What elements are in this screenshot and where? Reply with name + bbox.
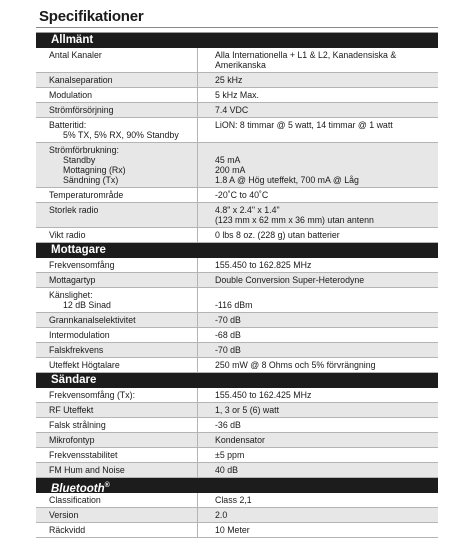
spec-label bbox=[36, 358, 198, 372]
spec-value bbox=[198, 313, 438, 327]
spec-value-line: Class 2,1 bbox=[215, 495, 252, 505]
spec-label-line: Räckvidd bbox=[49, 525, 86, 535]
spec-row-mikrofontyp bbox=[36, 433, 438, 448]
spec-value bbox=[198, 418, 438, 432]
spec-value-line: -70 dB bbox=[215, 345, 241, 355]
spec-label-line: Mottagartyp bbox=[49, 275, 96, 285]
spec-label-line: Modulation bbox=[49, 90, 93, 100]
spec-table bbox=[36, 32, 438, 538]
section-header-label: Mottagare bbox=[51, 244, 106, 256]
spec-label bbox=[36, 288, 198, 312]
spec-value-line bbox=[215, 290, 438, 300]
spec-value bbox=[198, 228, 438, 242]
spec-value bbox=[198, 203, 438, 227]
spec-value-line: 200 mA bbox=[215, 165, 246, 175]
section-header-mottagare bbox=[36, 243, 438, 258]
section-header-label: Sändare bbox=[51, 374, 97, 386]
spec-value-line: 250 mW @ 8 Ohms och 5% förvrängning bbox=[215, 360, 376, 370]
spec-label bbox=[36, 143, 198, 187]
spec-value-line: 0 lbs 8 oz. (228 g) utan batterier bbox=[215, 230, 340, 240]
spec-value bbox=[198, 328, 438, 342]
spec-row-grannkanalselektivitet bbox=[36, 313, 438, 328]
spec-row-stromforsorjning bbox=[36, 103, 438, 118]
spec-label-line: Kanalseparation bbox=[49, 75, 113, 85]
spec-row-intermodulation bbox=[36, 328, 438, 343]
spec-label bbox=[36, 203, 198, 227]
spec-row-frekvensomfang bbox=[36, 258, 438, 273]
spec-value bbox=[198, 403, 438, 417]
spec-label-line: Vikt radio bbox=[49, 230, 86, 240]
section-header-label: Bluetooth bbox=[51, 482, 105, 495]
spec-label-line: Intermodulation bbox=[49, 330, 110, 340]
spec-label-line: Mikrofontyp bbox=[49, 435, 95, 445]
spec-row-modulation bbox=[36, 88, 438, 103]
spec-value bbox=[198, 73, 438, 87]
spec-label bbox=[36, 448, 198, 462]
spec-value-line: -20˚C to 40˚C bbox=[215, 190, 269, 200]
title-divider bbox=[36, 27, 438, 28]
spec-value-line: Alla Internationella + L1 & L2, Kanadensiska & bbox=[215, 50, 397, 60]
spec-row-rf-uteffekt bbox=[36, 403, 438, 418]
spec-value-line: 45 mA bbox=[215, 155, 241, 165]
section-header-label: Allmänt bbox=[51, 34, 94, 46]
spec-value bbox=[198, 388, 438, 402]
spec-label-line: Antal Kanaler bbox=[49, 50, 102, 60]
registered-mark: ® bbox=[104, 482, 110, 489]
spec-label bbox=[36, 328, 198, 342]
spec-value bbox=[198, 343, 438, 357]
spec-value bbox=[198, 358, 438, 372]
spec-row-kanslighet bbox=[36, 288, 438, 313]
page-title: Specifikationer bbox=[39, 8, 144, 25]
spec-value-line: 10 Meter bbox=[215, 525, 250, 535]
spec-value-line: 4.8" x 2.4" x 1.4" bbox=[215, 205, 280, 215]
spec-value bbox=[198, 433, 438, 447]
spec-row-classification bbox=[36, 493, 438, 508]
spec-value bbox=[198, 493, 438, 507]
spec-row-kanalseparation bbox=[36, 73, 438, 88]
spec-row-antal-kanaler bbox=[36, 48, 438, 73]
spec-value-line: -70 dB bbox=[215, 315, 241, 325]
spec-label-line: Storlek radio bbox=[49, 205, 99, 215]
spec-value bbox=[198, 188, 438, 202]
section-header-bluetooth bbox=[36, 478, 438, 493]
spec-row-mottagartyp bbox=[36, 273, 438, 288]
spec-label-line: Falsk strålning bbox=[49, 420, 106, 430]
spec-value-line: (123 mm x 62 mm x 36 mm) utan antenn bbox=[215, 215, 374, 225]
spec-label-line: Frekvensstabilitet bbox=[49, 450, 118, 460]
spec-label-line: Grannkanalselektivitet bbox=[49, 315, 136, 325]
spec-value-line: 1.8 A @ Hög uteffekt, 700 mA @ Låg bbox=[215, 175, 359, 185]
spec-row-frekvensstabilitet bbox=[36, 448, 438, 463]
spec-row-batteritid bbox=[36, 118, 438, 143]
spec-value bbox=[198, 118, 438, 142]
spec-label-line: Falskfrekvens bbox=[49, 345, 104, 355]
spec-value bbox=[198, 463, 438, 477]
spec-value-line: Kondensator bbox=[215, 435, 265, 445]
spec-row-frekvensomfang-tx bbox=[36, 388, 438, 403]
spec-value bbox=[198, 273, 438, 287]
spec-value-line: -116 dBm bbox=[215, 300, 253, 310]
spec-value bbox=[198, 448, 438, 462]
spec-label-line: 12 dB Sinad bbox=[63, 300, 111, 310]
spec-value-line: 40 dB bbox=[215, 465, 238, 475]
spec-value-line: -68 dB bbox=[215, 330, 241, 340]
spec-value-line: 155.450 to 162.825 MHz bbox=[215, 260, 312, 270]
spec-label bbox=[36, 418, 198, 432]
spec-value bbox=[198, 258, 438, 272]
spec-row-fm-hum-and-noise bbox=[36, 463, 438, 478]
spec-label-line: Version bbox=[49, 510, 79, 520]
spec-label bbox=[36, 388, 198, 402]
spec-value-line bbox=[215, 145, 438, 155]
spec-value bbox=[198, 88, 438, 102]
spec-value bbox=[198, 143, 438, 187]
section-header-allmant bbox=[36, 33, 438, 48]
spec-row-version bbox=[36, 508, 438, 523]
spec-value bbox=[198, 508, 438, 522]
spec-value bbox=[198, 103, 438, 117]
spec-label bbox=[36, 463, 198, 477]
spec-row-vikt-radio bbox=[36, 228, 438, 243]
spec-label-line: Uteffekt Högtalare bbox=[49, 360, 120, 370]
spec-label-line: Frekvensomfång (Tx): bbox=[49, 390, 136, 400]
spec-row-rackvidd bbox=[36, 523, 438, 538]
section-header-sandare bbox=[36, 373, 438, 388]
spec-value-line: -36 dB bbox=[215, 420, 241, 430]
spec-label bbox=[36, 343, 198, 357]
spec-row-storlek-radio bbox=[36, 203, 438, 228]
spec-value-line: LiON: 8 timmar @ 5 watt, 14 timmar @ 1 watt bbox=[215, 120, 393, 130]
spec-value-line: 1, 3 or 5 (6) watt bbox=[215, 405, 280, 415]
spec-value-line: 7.4 VDC bbox=[215, 105, 249, 115]
spec-label bbox=[36, 523, 198, 537]
spec-value-line: 155.450 to 162.425 MHz bbox=[215, 390, 312, 400]
spec-label-line: RF Uteffekt bbox=[49, 405, 94, 415]
spec-label bbox=[36, 228, 198, 242]
spec-value bbox=[198, 523, 438, 537]
spec-label bbox=[36, 508, 198, 522]
spec-label bbox=[36, 188, 198, 202]
spec-label-line: Standby bbox=[63, 155, 96, 165]
spec-value-line: 2.0 bbox=[215, 510, 228, 520]
spec-label-line: Mottagning (Rx) bbox=[63, 165, 126, 175]
spec-label-line: Temperaturområde bbox=[49, 190, 124, 200]
spec-row-stromforbrukning bbox=[36, 143, 438, 188]
spec-label bbox=[36, 403, 198, 417]
spec-row-temperaturomrade bbox=[36, 188, 438, 203]
spec-label bbox=[36, 493, 198, 507]
spec-label bbox=[36, 88, 198, 102]
spec-row-falsk-stralning bbox=[36, 418, 438, 433]
spec-value-line: 5 kHz Max. bbox=[215, 90, 259, 100]
spec-value-line: ±5 ppm bbox=[215, 450, 245, 460]
spec-label-line: FM Hum and Noise bbox=[49, 465, 125, 475]
spec-label-line: 5% TX, 5% RX, 90% Standby bbox=[63, 130, 179, 140]
spec-value-line: 25 kHz bbox=[215, 75, 243, 85]
spec-label bbox=[36, 118, 198, 142]
spec-label bbox=[36, 313, 198, 327]
spec-label bbox=[36, 273, 198, 287]
spec-value bbox=[198, 288, 438, 312]
spec-label bbox=[36, 258, 198, 272]
spec-label-line: Classification bbox=[49, 495, 101, 505]
spec-label-line: Sändning (Tx) bbox=[63, 175, 119, 185]
spec-value bbox=[198, 48, 438, 72]
spec-label-line: Batteritid: bbox=[49, 120, 87, 130]
spec-label-line: Strömförsörjning bbox=[49, 105, 114, 115]
spec-value-line: Amerikanska bbox=[215, 60, 266, 70]
spec-label-line: Frekvensomfång bbox=[49, 260, 115, 270]
spec-label bbox=[36, 73, 198, 87]
spec-row-uteffekt-hogtalare bbox=[36, 358, 438, 373]
spec-label bbox=[36, 103, 198, 117]
spec-label bbox=[36, 48, 198, 72]
spec-label-line: Känslighet: bbox=[49, 290, 93, 300]
spec-label-line: Strömförbrukning: bbox=[49, 145, 119, 155]
spec-value-line: Double Conversion Super-Heterodyne bbox=[215, 275, 365, 285]
spec-label bbox=[36, 433, 198, 447]
spec-row-falskfrekvens bbox=[36, 343, 438, 358]
